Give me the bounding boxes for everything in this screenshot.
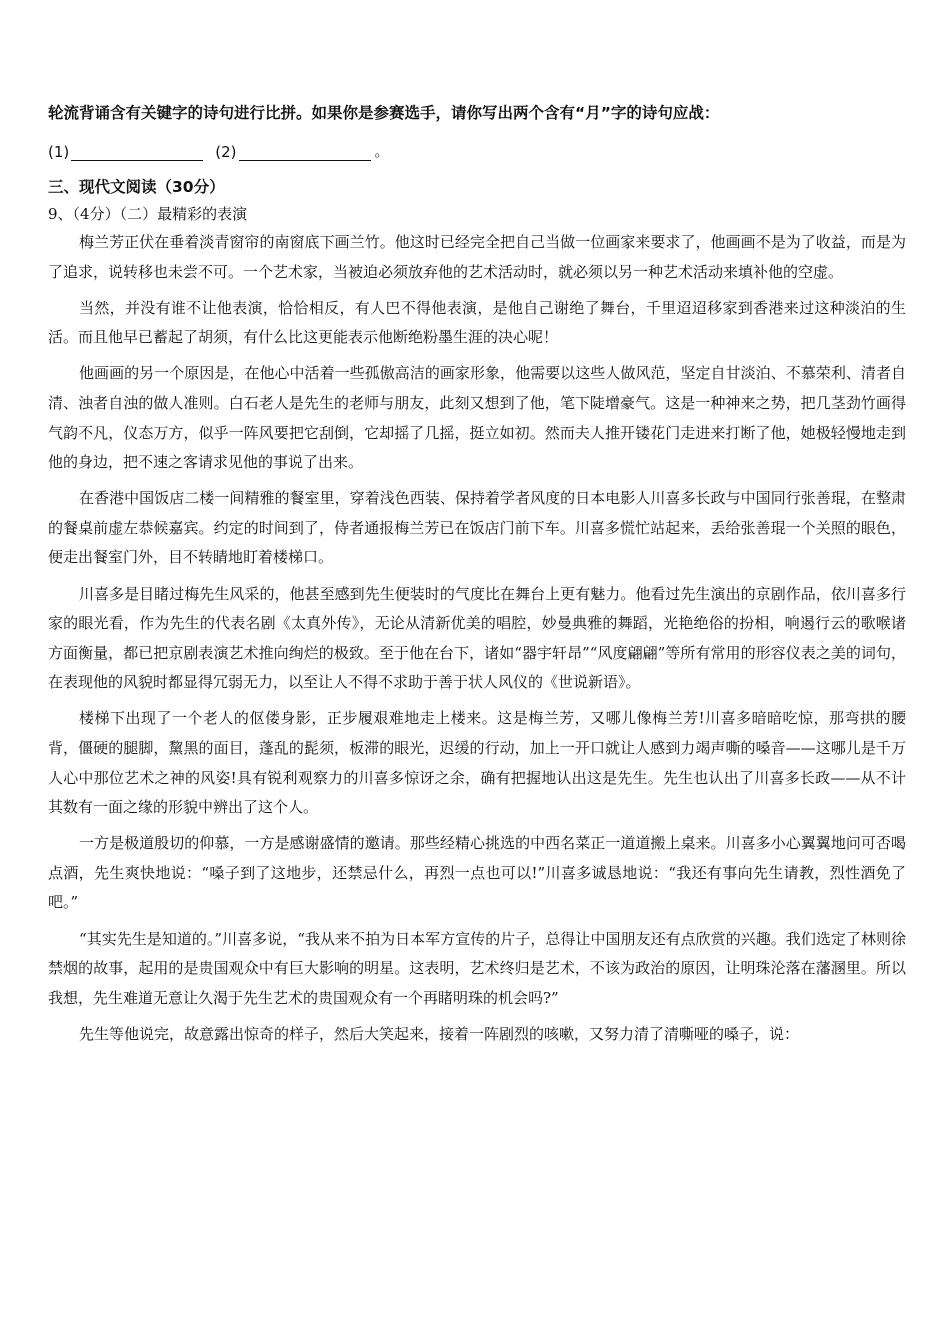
passage-paragraph: 川喜多是目睹过梅先生风采的，他甚至感到先生便装时的气度比在舞台上更有魅力。他看过先生演出的京剧作品，依川喜多行家的眼光看，作为先生的代表名剧《太真外传》，无论从清新优美的唱腔，妙曼典雅的舞蹈，光艳绝俗的扮相，响遏行云的歌喉诸方面衡量，都已把京剧表演艺术推向绚烂的极致。至于他在台下，诸如“器宇轩昂”“风度翩翩”等所有常用的形容仪表之美的词句，在表现他的风貌时都显得冗弱无力，以至让人不得不求助于善于状人风仪的《世说新语》。: [48, 584, 906, 692]
passage-paragraph: 楼梯下出现了一个老人的伛偻身影，正步履艰难地走上楼来。这是梅兰芳，又哪儿像梅兰芳!川喜多暗暗吃惊，那弯拱的腰背，僵硬的腿脚，黧黑的面目，蓬乱的髭须，板滞的眼光，迟缓的行动，加上一开口就让人感到力竭声嘶的嗓音——这哪儿是千万人心中那位艺术之神的风姿!具有锐利观察力的川喜多惊讶之余，确有把握地认出这是先生。先生也认出了川喜多长政——从不计其数有一面之缘的形貌中辨出了这个人。: [48, 709, 906, 817]
blank-label-2: (2): [215, 143, 237, 161]
passage-paragraph: 先生等他说完，故意露出惊奇的样子，然后大笑起来，接着一阵剧烈的咳嗽，又努力清了清嘶哑的嗓子，说：: [79, 1024, 800, 1043]
passage-paragraph: 一方是极道殷切的仰慕，一方是感谢盛情的邀请。那些经精心挑选的中西名菜正一道道搬上桌来。川喜多小心翼翼地问可否喝点酒，先生爽快地说：“嗓子到了这地步，还禁忌什么，再烈一点也可以!”川喜多诚恳地说：“我还有事向先生请教，烈性酒免了吧。”: [48, 834, 906, 912]
passage-paragraph: 当然，并没有谁不让他表演，恰恰相反，有人巴不得他表演，是他自己谢绝了舞台，千里迢迢移家到香港来过这种淡泊的生活。而且他早已蓄起了胡须，有什么比这更能表示他断绝粉墨生涯的决心呢！: [48, 298, 906, 347]
blank-end-mark: 。: [374, 142, 390, 160]
reading-passage: [48, 228, 906, 1056]
passage-paragraph: “其实先生是知道的。”川喜多说，“我从来不拍为日本军方宣传的片子，总得让中国朋友还有点欣赏的兴趣。我们选定了林则徐禁烟的故事，起用的是贵国观众中有巨大影响的明星。这表明，艺术终归是艺术，不该为政治的原因，让明珠沦落在藩溷里。所以我想，先生难道无意让久渴于先生艺术的贵国观众有一个再睹明珠的机会吗?”: [48, 929, 906, 1007]
question-title: 9、（4分）（二）最精彩的表演: [48, 205, 248, 223]
blank-label-1: (1): [48, 143, 70, 161]
instruction-text: 轮流背诵含有关键字的诗句进行比拼。如果你是参赛选手，请你写出两个含有“月”字的诗句应战：: [48, 104, 720, 122]
answer-blank-2[interactable]: [239, 144, 371, 161]
passage-paragraph: 他画画的另一个原因是，在他心中活着一些孤傲高洁的画家形象，他需要以这些人做风范，坚定自甘淡泊、不慕荣利、清者自清、浊者自浊的做人准则。白石老人是先生的老师与朋友，此刻又想到了他，笔下陡增豪气。这是一种神来之势，把几茎劲竹画得气韵不凡，仪态万方，似乎一阵风要把它刮倒，它却摇了几摇，挺立如初。然而夫人推开镂花门走进来打断了他，她极轻慢地走到他的身边，把不速之客请求见他的事说了出来。: [48, 364, 906, 472]
section-heading: 三、现代文阅读（30分）: [48, 178, 225, 196]
passage-paragraph: 在香港中国饭店二楼一间精雅的餐室里，穿着浅色西装、保持着学者风度的日本电影人川喜多长政与中国同行张善琨，在整肃的餐桌前虚左恭候嘉宾。约定的时间到了，侍者通报梅兰芳已在饭店门前下车。川喜多慌忙站起来，丢给张善琨一个关照的眼色，便走出餐室门外，目不转睛地盯着楼梯口。: [48, 489, 906, 567]
passage-paragraph: 梅兰芳正伏在垂着淡青窗帘的南窗底下画兰竹。他这时已经完全把自己当做一位画家来要求了，他画画不是为了收益，而是为了追求，说转移也未尝不可。一个艺术家，当被迫必须放弃他的艺术活动时，就必须以另一种艺术活动来填补他的空虚。: [48, 233, 906, 281]
answer-blanks-row: [48, 140, 390, 161]
answer-blank-1[interactable]: [71, 144, 203, 161]
